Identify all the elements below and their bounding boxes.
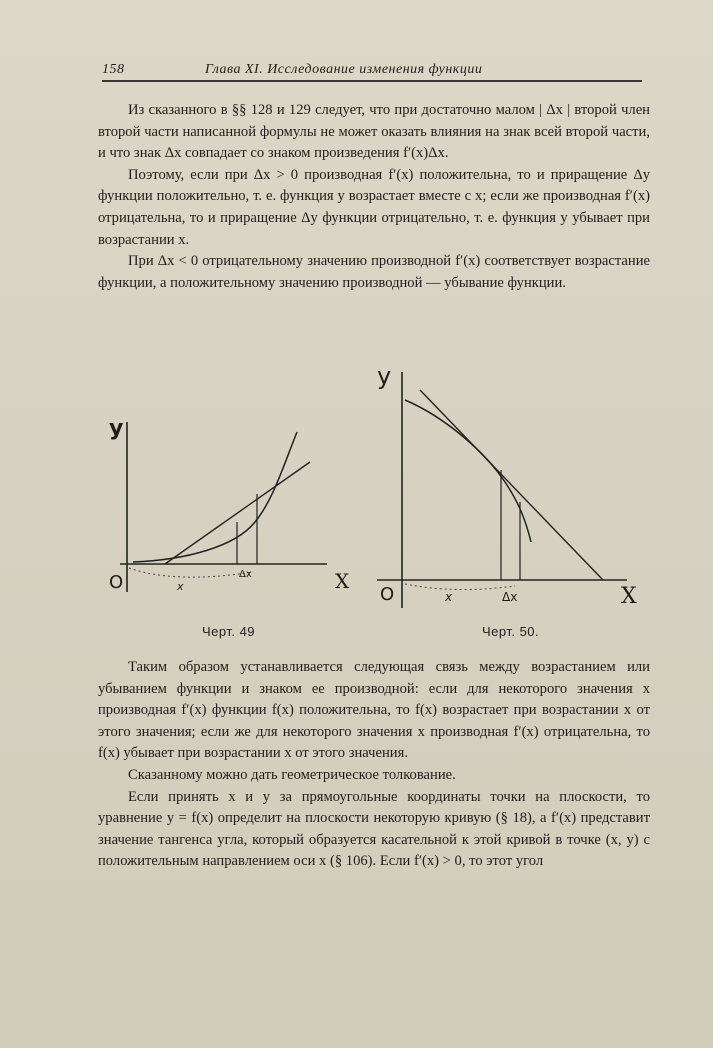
figure-49-drawing xyxy=(105,412,365,612)
paragraph: Сказанному можно дать геометрическое толкование. xyxy=(128,766,456,783)
dotted-arc xyxy=(405,584,515,590)
figure-50 xyxy=(365,362,655,639)
tangent-line xyxy=(420,390,603,580)
text-block-top xyxy=(98,100,650,294)
header-rule xyxy=(102,80,642,82)
x-mark: x xyxy=(177,580,184,593)
text-block-bottom xyxy=(98,657,650,873)
page-header xyxy=(102,60,642,84)
dx-mark: Δx xyxy=(502,590,518,604)
origin-label: O xyxy=(109,572,124,593)
paragraph: Если принять x и y за прямоугольные координаты точки на плоскости, то уравнение y = f(x) определит на плоскости некоторую кривую (§ 18), а f′(x) представит значение тангенса угла, который образуется касательной к этой кривой в точке (x, y) с положительным направлением оси x (§ 106). Если f′(x) > 0, то этот угол xyxy=(98,788,650,870)
curve xyxy=(133,432,297,562)
curve xyxy=(405,400,531,542)
paragraph: Из сказанного в §§ 128 и 129 следует, что при достаточно малом | Δx | второй член второй части написанной формулы не может оказать влияния на знак всей второй части, и что знак Δx совпадает со знаком произведения f′(x)Δx. xyxy=(98,102,650,162)
x-mark: x xyxy=(445,590,453,604)
x-axis-label: X xyxy=(335,569,350,593)
y-axis-label: y xyxy=(109,416,124,441)
paragraph: При Δx < 0 отрицательному значению производной f′(x) соответствует возрастание функции, а положительному значению производной — убывание функции. xyxy=(98,253,650,291)
figure-caption: Черт. 50. xyxy=(482,624,540,639)
dx-mark: Δx xyxy=(239,569,252,580)
x-axis-label: X xyxy=(621,584,637,609)
running-title: Глава XI. Исследование изменения функции xyxy=(205,62,483,77)
page-number: 158 xyxy=(102,62,125,77)
figure-49 xyxy=(105,412,365,639)
dotted-arc xyxy=(129,568,253,577)
figure-caption: Черт. 49 xyxy=(202,624,256,639)
paragraph: Поэтому, если при Δx > 0 производная f′(x) положительна, то и приращение Δy функции положительно, т. е. функция y возрастает вместе с x; если же производная f′(x) отрицательна, то и приращение Δy функции отрицательно, т. е. функция y убывает при возрастании x. xyxy=(98,166,650,248)
origin-label: O xyxy=(380,584,395,605)
paragraph: Таким образом устанавливается следующая связь между возрастанием или убыванием функции и знаком ее производной: если для некоторого значения x производная f′(x) функции f(x) положительна, то f(x) возрастает при возрастании x от этого значения; если же для некоторого значения x производная f′(x) отрицательна, то f(x) убывает при возрастании x от этого значения. xyxy=(98,659,650,762)
figure-50-drawing xyxy=(365,362,655,617)
y-axis-label: y xyxy=(377,362,392,390)
